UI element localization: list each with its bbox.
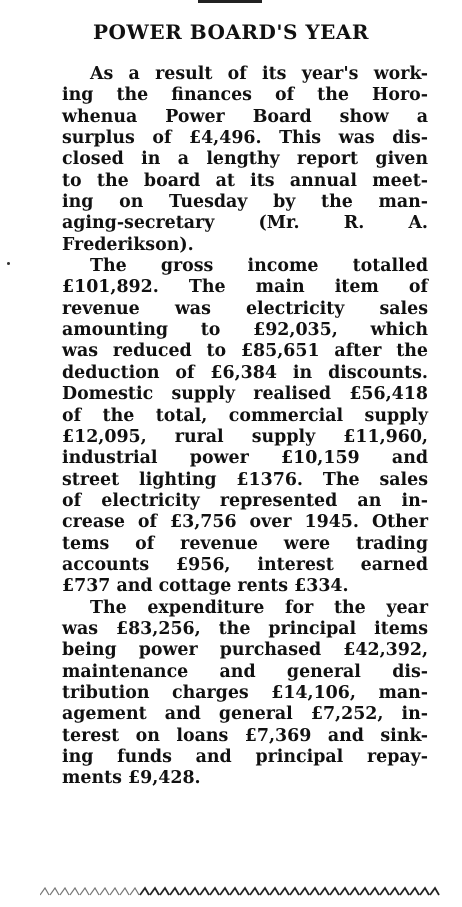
top-rule bbox=[198, 0, 262, 3]
text-line: As a result of its year's work- bbox=[90, 64, 428, 84]
ornament-mark bbox=[140, 888, 149, 895]
text-line: £12,095, rural supply £11,960, bbox=[62, 426, 428, 447]
ornament-mark bbox=[170, 888, 179, 895]
ornament-mark bbox=[230, 888, 239, 895]
text-line: deduction of £6,384 in discounts. bbox=[62, 362, 428, 383]
ornament-svg bbox=[40, 885, 440, 899]
ornament-mark bbox=[60, 888, 69, 895]
text-line: terest on loans £7,369 and sink- bbox=[62, 725, 428, 746]
ornament-mark bbox=[70, 888, 79, 895]
text-line: of electricity represented an in- bbox=[62, 490, 428, 511]
text-line: was £83,256, the principal items bbox=[62, 618, 428, 639]
ornament-mark bbox=[280, 888, 289, 895]
text-line: The expenditure for the year bbox=[90, 597, 428, 618]
ornament-mark bbox=[330, 888, 339, 895]
print-speck bbox=[7, 262, 10, 265]
ornament-mark bbox=[200, 888, 209, 895]
text-line: agement and general £7,252, in- bbox=[62, 704, 428, 725]
text-line: maintenance and general dis- bbox=[62, 661, 428, 682]
text-line: ing funds and principal repay- bbox=[62, 747, 428, 767]
ornament-mark bbox=[100, 888, 109, 895]
ornament-mark bbox=[240, 888, 249, 895]
text-line: industrial power £10,159 and bbox=[62, 448, 428, 469]
ornament-mark bbox=[90, 888, 99, 895]
text-line: The gross income totalled bbox=[90, 256, 428, 277]
paragraph-3 bbox=[34, 598, 428, 790]
ornament-mark bbox=[300, 888, 309, 895]
article-body bbox=[34, 64, 428, 790]
ornament-mark bbox=[320, 888, 329, 895]
ornament-mark bbox=[250, 888, 259, 895]
ornament-mark bbox=[360, 888, 369, 895]
text-line: being power purchased £42,392, bbox=[62, 640, 428, 661]
ornament-mark bbox=[180, 888, 189, 895]
text-line: crease of £3,756 over 1945. Other bbox=[62, 512, 428, 533]
ornament-mark bbox=[160, 888, 169, 895]
text-line: amounting to £92,035, which bbox=[62, 320, 428, 341]
text-line: tems of revenue were trading bbox=[62, 533, 428, 554]
text-line: aging-secretary (Mr. R. A. bbox=[62, 213, 428, 234]
text-line: surplus of £4,496. This was dis- bbox=[62, 128, 428, 149]
ornament-mark bbox=[260, 888, 269, 895]
text-line: was reduced to £85,651 after the bbox=[62, 341, 428, 362]
headline: POWER BOARD'S YEAR bbox=[92, 20, 370, 44]
ornament-mark bbox=[370, 888, 379, 895]
text-line: £737 and cottage rents £334. bbox=[62, 576, 349, 597]
ornament-mark bbox=[150, 888, 159, 895]
ornament-mark bbox=[50, 888, 59, 895]
text-line: street lighting £1376. The sales bbox=[62, 469, 428, 490]
ornament-mark bbox=[390, 888, 399, 895]
text-line: £101,892. The main item of bbox=[62, 277, 428, 298]
text-line: Domestic supply realised £56,418 bbox=[62, 384, 428, 405]
ornament-mark bbox=[110, 888, 119, 895]
paragraph-1 bbox=[34, 64, 428, 256]
text-line: ing the finances of the Horo- bbox=[62, 85, 428, 106]
ornament-mark bbox=[380, 888, 389, 895]
text-line: to the board at its annual meet- bbox=[62, 170, 428, 191]
paragraph-2 bbox=[34, 256, 428, 598]
text-line: tribution charges £14,106, man- bbox=[62, 682, 428, 703]
ornament-mark bbox=[410, 888, 419, 895]
ornament-mark bbox=[80, 888, 89, 895]
ornament-mark bbox=[400, 888, 409, 895]
ornament-mark bbox=[120, 888, 129, 895]
ornament-mark bbox=[430, 888, 439, 895]
ornament-mark bbox=[310, 888, 319, 895]
text-line: of the total, commercial supply bbox=[62, 405, 428, 426]
ornament-mark bbox=[40, 888, 49, 895]
ornament-mark bbox=[190, 888, 199, 895]
text-line: closed in a lengthy report given bbox=[62, 149, 428, 170]
ornament-mark bbox=[270, 888, 279, 895]
text-line: ments £9,428. bbox=[62, 768, 201, 789]
ornament-mark bbox=[210, 888, 219, 895]
text-line: whenua Power Board show a bbox=[62, 106, 428, 127]
ornament-mark bbox=[420, 888, 429, 895]
ornament-mark bbox=[290, 888, 299, 895]
ornament-mark bbox=[340, 888, 349, 895]
text-line: revenue was electricity sales bbox=[62, 298, 428, 319]
ornamental-divider bbox=[40, 885, 440, 899]
text-line: ing on Tuesday by the man- bbox=[62, 192, 428, 213]
ornament-mark bbox=[350, 888, 359, 895]
text-line: Frederikson). bbox=[62, 234, 194, 255]
text-line: accounts £956, interest earned bbox=[62, 554, 428, 575]
ornament-mark bbox=[220, 888, 229, 895]
ornament-mark bbox=[130, 888, 139, 895]
